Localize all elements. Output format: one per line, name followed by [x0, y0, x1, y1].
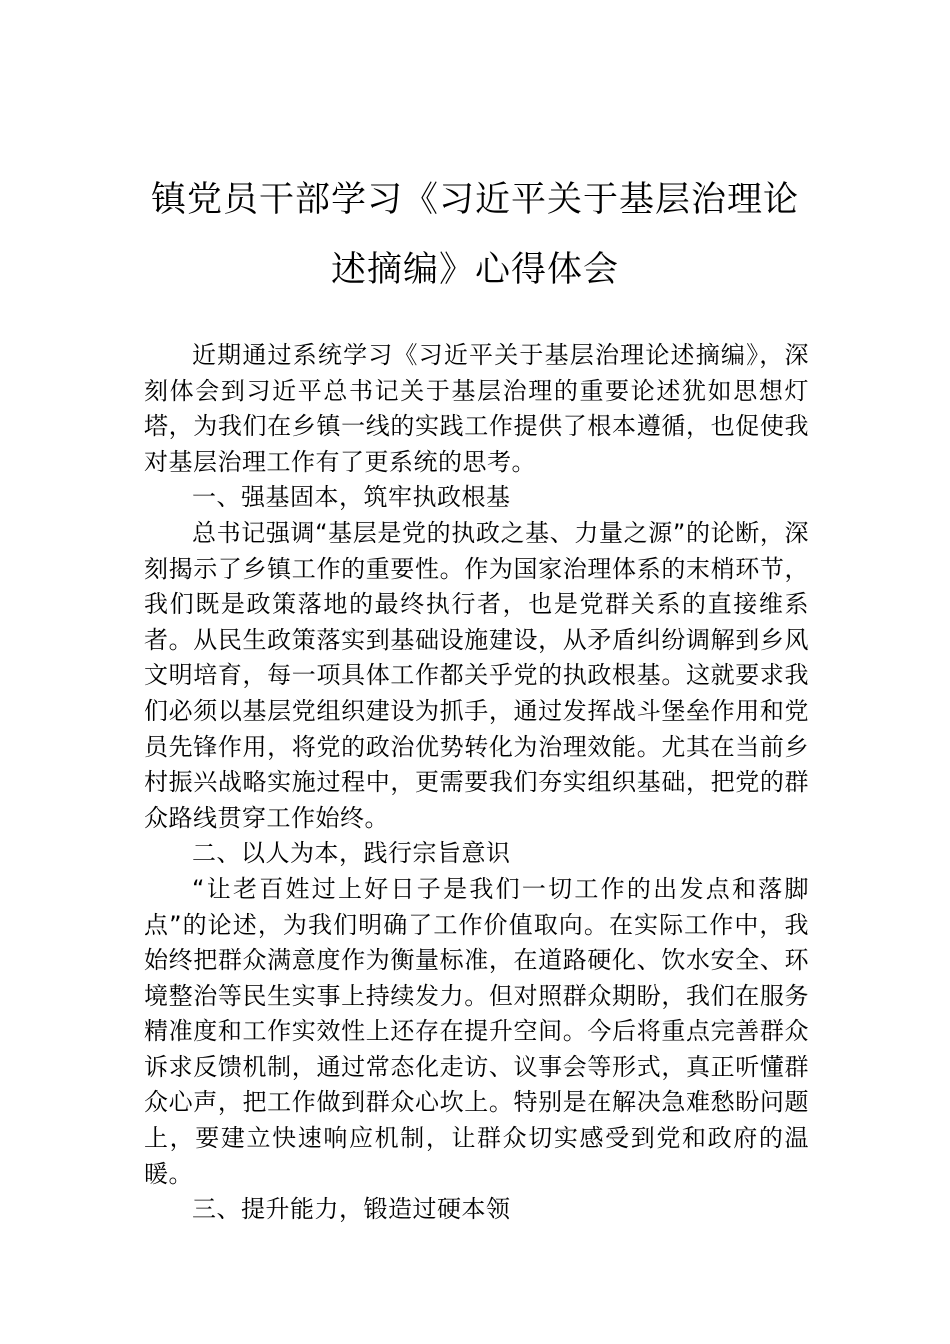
document-body: [144, 338, 809, 1228]
document-title-line-1: 镇党员干部学习《习近平关于基层治理论: [150, 180, 799, 220]
section-heading-1: 一、强基固本，筑牢执政根基: [192, 483, 511, 512]
section-paragraph-1: 总书记强调“基层是党的执政之基、力量之源”的论断，深刻揭示了乡镇工作的重要性。作为国家治理体系的末梢环节，我们既是政策落地的最终执行者，也是党群关系的直接维系者。从民生政策落实到基础设施建设，从矛盾纠纷调解到乡风文明培育，每一项具体工作都关乎党的执政根基。这就要求我们必须以基层党组织建设为抓手，通过发挥战斗堡垒作用和党员先锋作用，将党的政治优势转化为治理效能。尤其在当前乡村振兴战略实施过程中，更需要我们夯实组织基础，把党的群众路线贯穿工作始终。: [144, 518, 809, 832]
section-paragraph-2: “让老百姓过上好日子是我们一切工作的出发点和落脚点”的论述，为我们明确了工作价值取向。在实际工作中，我始终把群众满意度作为衡量标准，在道路硬化、饮水安全、环境整治等民生实事上持续发力。但对照群众期盼，我们在服务精准度和工作实效性上还存在提升空间。今后将重点完善群众诉求反馈机制，通过常态化走访、议事会等形式，真正听懂群众心声，把工作做到群众心坎上。特别是在解决急难愁盼问题上，要建立快速响应机制，让群众切实感受到党和政府的温暖。: [144, 874, 809, 1188]
section-heading-3: 三、提升能力，锻造过硬本领: [192, 1195, 511, 1224]
intro-paragraph: 近期通过系统学习《习近平关于基层治理论述摘编》，深刻体会到习近平总书记关于基层治理的重要论述犹如思想灯塔，为我们在乡镇一线的实践工作提供了根本遵循，也促使我对基层治理工作有了更系统的思考。: [144, 341, 809, 476]
document-title-line-2: 述摘编》心得体会: [330, 250, 619, 290]
section-heading-2: 二、以人为本，践行宗旨意识: [192, 839, 511, 868]
